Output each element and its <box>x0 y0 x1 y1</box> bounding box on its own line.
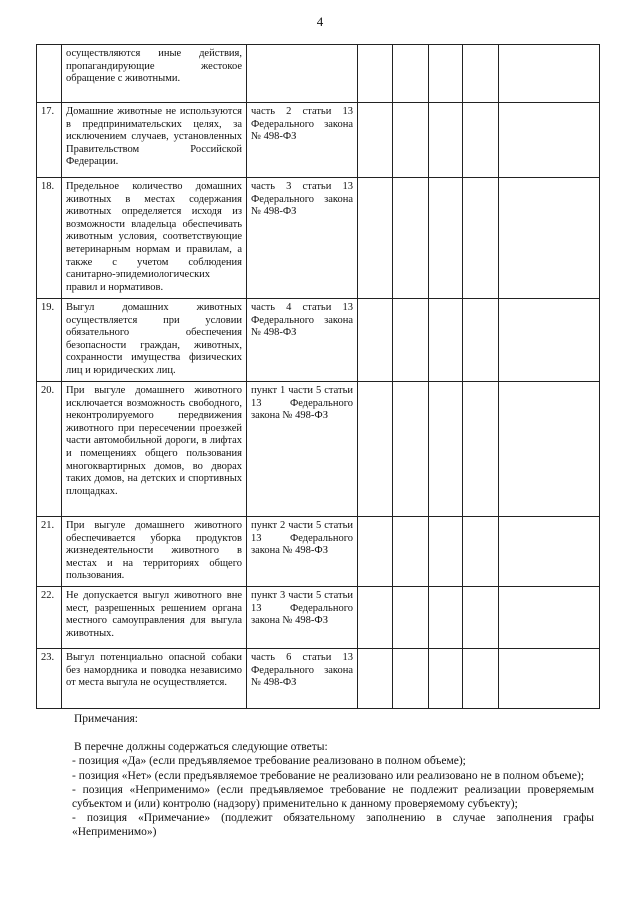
row-number: 18. <box>37 178 62 299</box>
row-number: 21. <box>37 517 62 587</box>
notes-intro: В перечне должны содержаться следующие ответы: <box>74 741 328 754</box>
answer-no-cell[interactable] <box>393 649 429 709</box>
note-item: - позиция «Примечание» (подлежит обязательному заполнению в случае заполнения графы «Неприменимо») <box>72 812 594 839</box>
answer-no-cell[interactable] <box>393 178 429 299</box>
answer-extra-cell[interactable] <box>463 299 499 382</box>
answer-extra-cell[interactable] <box>463 517 499 587</box>
answer-not-applicable-cell[interactable] <box>429 649 463 709</box>
table-row <box>37 45 600 103</box>
table-row <box>37 103 600 178</box>
legal-reference: пункт 2 части 5 статьи 13 Федерального закона № 498-ФЗ <box>247 517 358 587</box>
requirement-text: Домашние животные не используются в предпринимательских целях, за исключением случаев, установленных Правительством Российской Федерации. <box>62 103 247 178</box>
legal-reference <box>247 45 358 103</box>
answer-extra-cell[interactable] <box>463 649 499 709</box>
legal-reference: пункт 3 части 5 статьи 13 Федерального закона № 498-ФЗ <box>247 587 358 649</box>
page-number: 4 <box>316 14 324 29</box>
notes-section <box>74 712 594 840</box>
note-cell[interactable] <box>499 45 600 103</box>
answer-not-applicable-cell[interactable] <box>429 178 463 299</box>
note-cell[interactable] <box>499 649 600 709</box>
notes-title: Примечания: <box>74 713 138 725</box>
answer-extra-cell[interactable] <box>463 103 499 178</box>
table-row <box>37 299 600 382</box>
requirement-text: Выгул домашних животных осуществляется при условии обязательного обеспечения безопасности граждан, животных, сохранности имущества физических лиц и юридических лиц. <box>62 299 247 382</box>
note-cell[interactable] <box>499 382 600 517</box>
requirement-text: Не допускается выгул животного вне мест, разрешенных решением органа местного самоуправления для выгула животных. <box>62 587 247 649</box>
legal-reference: пункт 1 части 5 статьи 13 Федерального закона № 498-ФЗ <box>247 382 358 517</box>
answer-no-cell[interactable] <box>393 382 429 517</box>
row-number: 20. <box>37 382 62 517</box>
row-number <box>37 45 62 103</box>
answer-extra-cell[interactable] <box>463 587 499 649</box>
row-number: 17. <box>37 103 62 178</box>
row-number: 22. <box>37 587 62 649</box>
table-row <box>37 517 600 587</box>
requirement-text: При выгуле домашнего животного обеспечивается уборка продуктов жизнедеятельности животного в местах и на территориях общего пользования. <box>62 517 247 587</box>
requirements-table <box>36 44 600 709</box>
note-cell[interactable] <box>499 178 600 299</box>
note-item: - позиция «Нет» (если предъявляемое требование не реализовано или реализовано не в полном объеме); <box>72 769 585 782</box>
note-cell[interactable] <box>499 299 600 382</box>
legal-reference: часть 6 статьи 13 Федерального закона № 498-ФЗ <box>247 649 358 709</box>
note-cell[interactable] <box>499 103 600 178</box>
requirement-text: Предельное количество домашних животных в местах содержания животных определяется исходя из возможности владельца обеспечивать животным условия, соответствующие ветеринарным нормам и правилам, а также с учетом соблюдения санитарно-эпидемиологических правил и нормативов. <box>62 178 247 299</box>
table-row <box>37 382 600 517</box>
answer-no-cell[interactable] <box>393 299 429 382</box>
table-body <box>37 45 600 709</box>
requirement-text: Выгул потенциально опасной собаки без намордника и поводка независимо от места выгула не осуществляется. <box>62 649 247 709</box>
note-cell[interactable] <box>499 587 600 649</box>
answer-no-cell[interactable] <box>393 517 429 587</box>
note-cell[interactable] <box>499 517 600 587</box>
answer-extra-cell[interactable] <box>463 178 499 299</box>
answer-yes-cell[interactable] <box>358 517 393 587</box>
notes-list <box>72 754 594 839</box>
answer-yes-cell[interactable] <box>358 299 393 382</box>
table-row <box>37 178 600 299</box>
answer-not-applicable-cell[interactable] <box>429 103 463 178</box>
note-item: - позиция «Да» (если предъявляемое требование реализовано в полном объеме); <box>72 755 466 768</box>
requirement-text: При выгуле домашнего животного исключается возможность свободного, неконтролируемого передвижения животного при пересечении проезжей части автомобильной дороги, в лифтах и помещениях общего пользования многоквартирных домов, во дворах таких домов, на детских и спортивных площадках. <box>62 382 247 517</box>
requirement-text: осуществляются иные действия, пропагандирующие жестокое обращение с животными. <box>62 45 247 103</box>
answer-no-cell[interactable] <box>393 45 429 103</box>
answer-not-applicable-cell[interactable] <box>429 587 463 649</box>
answer-yes-cell[interactable] <box>358 45 393 103</box>
row-number: 23. <box>37 649 62 709</box>
answer-not-applicable-cell[interactable] <box>429 45 463 103</box>
answer-yes-cell[interactable] <box>358 382 393 517</box>
legal-reference: часть 3 статьи 13 Федерального закона № 498-ФЗ <box>247 178 358 299</box>
answer-not-applicable-cell[interactable] <box>429 517 463 587</box>
answer-no-cell[interactable] <box>393 587 429 649</box>
legal-reference: часть 2 статьи 13 Федерального закона № 498-ФЗ <box>247 103 358 178</box>
note-item: - позиция «Неприменимо» (если предъявляемое требование не подлежит реализации проверяемым субъектом и (или) контролю (надзору) применительно к данному проверяемому субъекту); <box>72 783 594 811</box>
table-row <box>37 649 600 709</box>
legal-reference: часть 4 статьи 13 Федерального закона № 498-ФЗ <box>247 299 358 382</box>
answer-extra-cell[interactable] <box>463 45 499 103</box>
answer-yes-cell[interactable] <box>358 649 393 709</box>
answer-yes-cell[interactable] <box>358 587 393 649</box>
table-row <box>37 587 600 649</box>
answer-not-applicable-cell[interactable] <box>429 382 463 517</box>
answer-not-applicable-cell[interactable] <box>429 299 463 382</box>
answer-extra-cell[interactable] <box>463 382 499 517</box>
answer-no-cell[interactable] <box>393 103 429 178</box>
answer-yes-cell[interactable] <box>358 103 393 178</box>
row-number: 19. <box>37 299 62 382</box>
answer-yes-cell[interactable] <box>358 178 393 299</box>
